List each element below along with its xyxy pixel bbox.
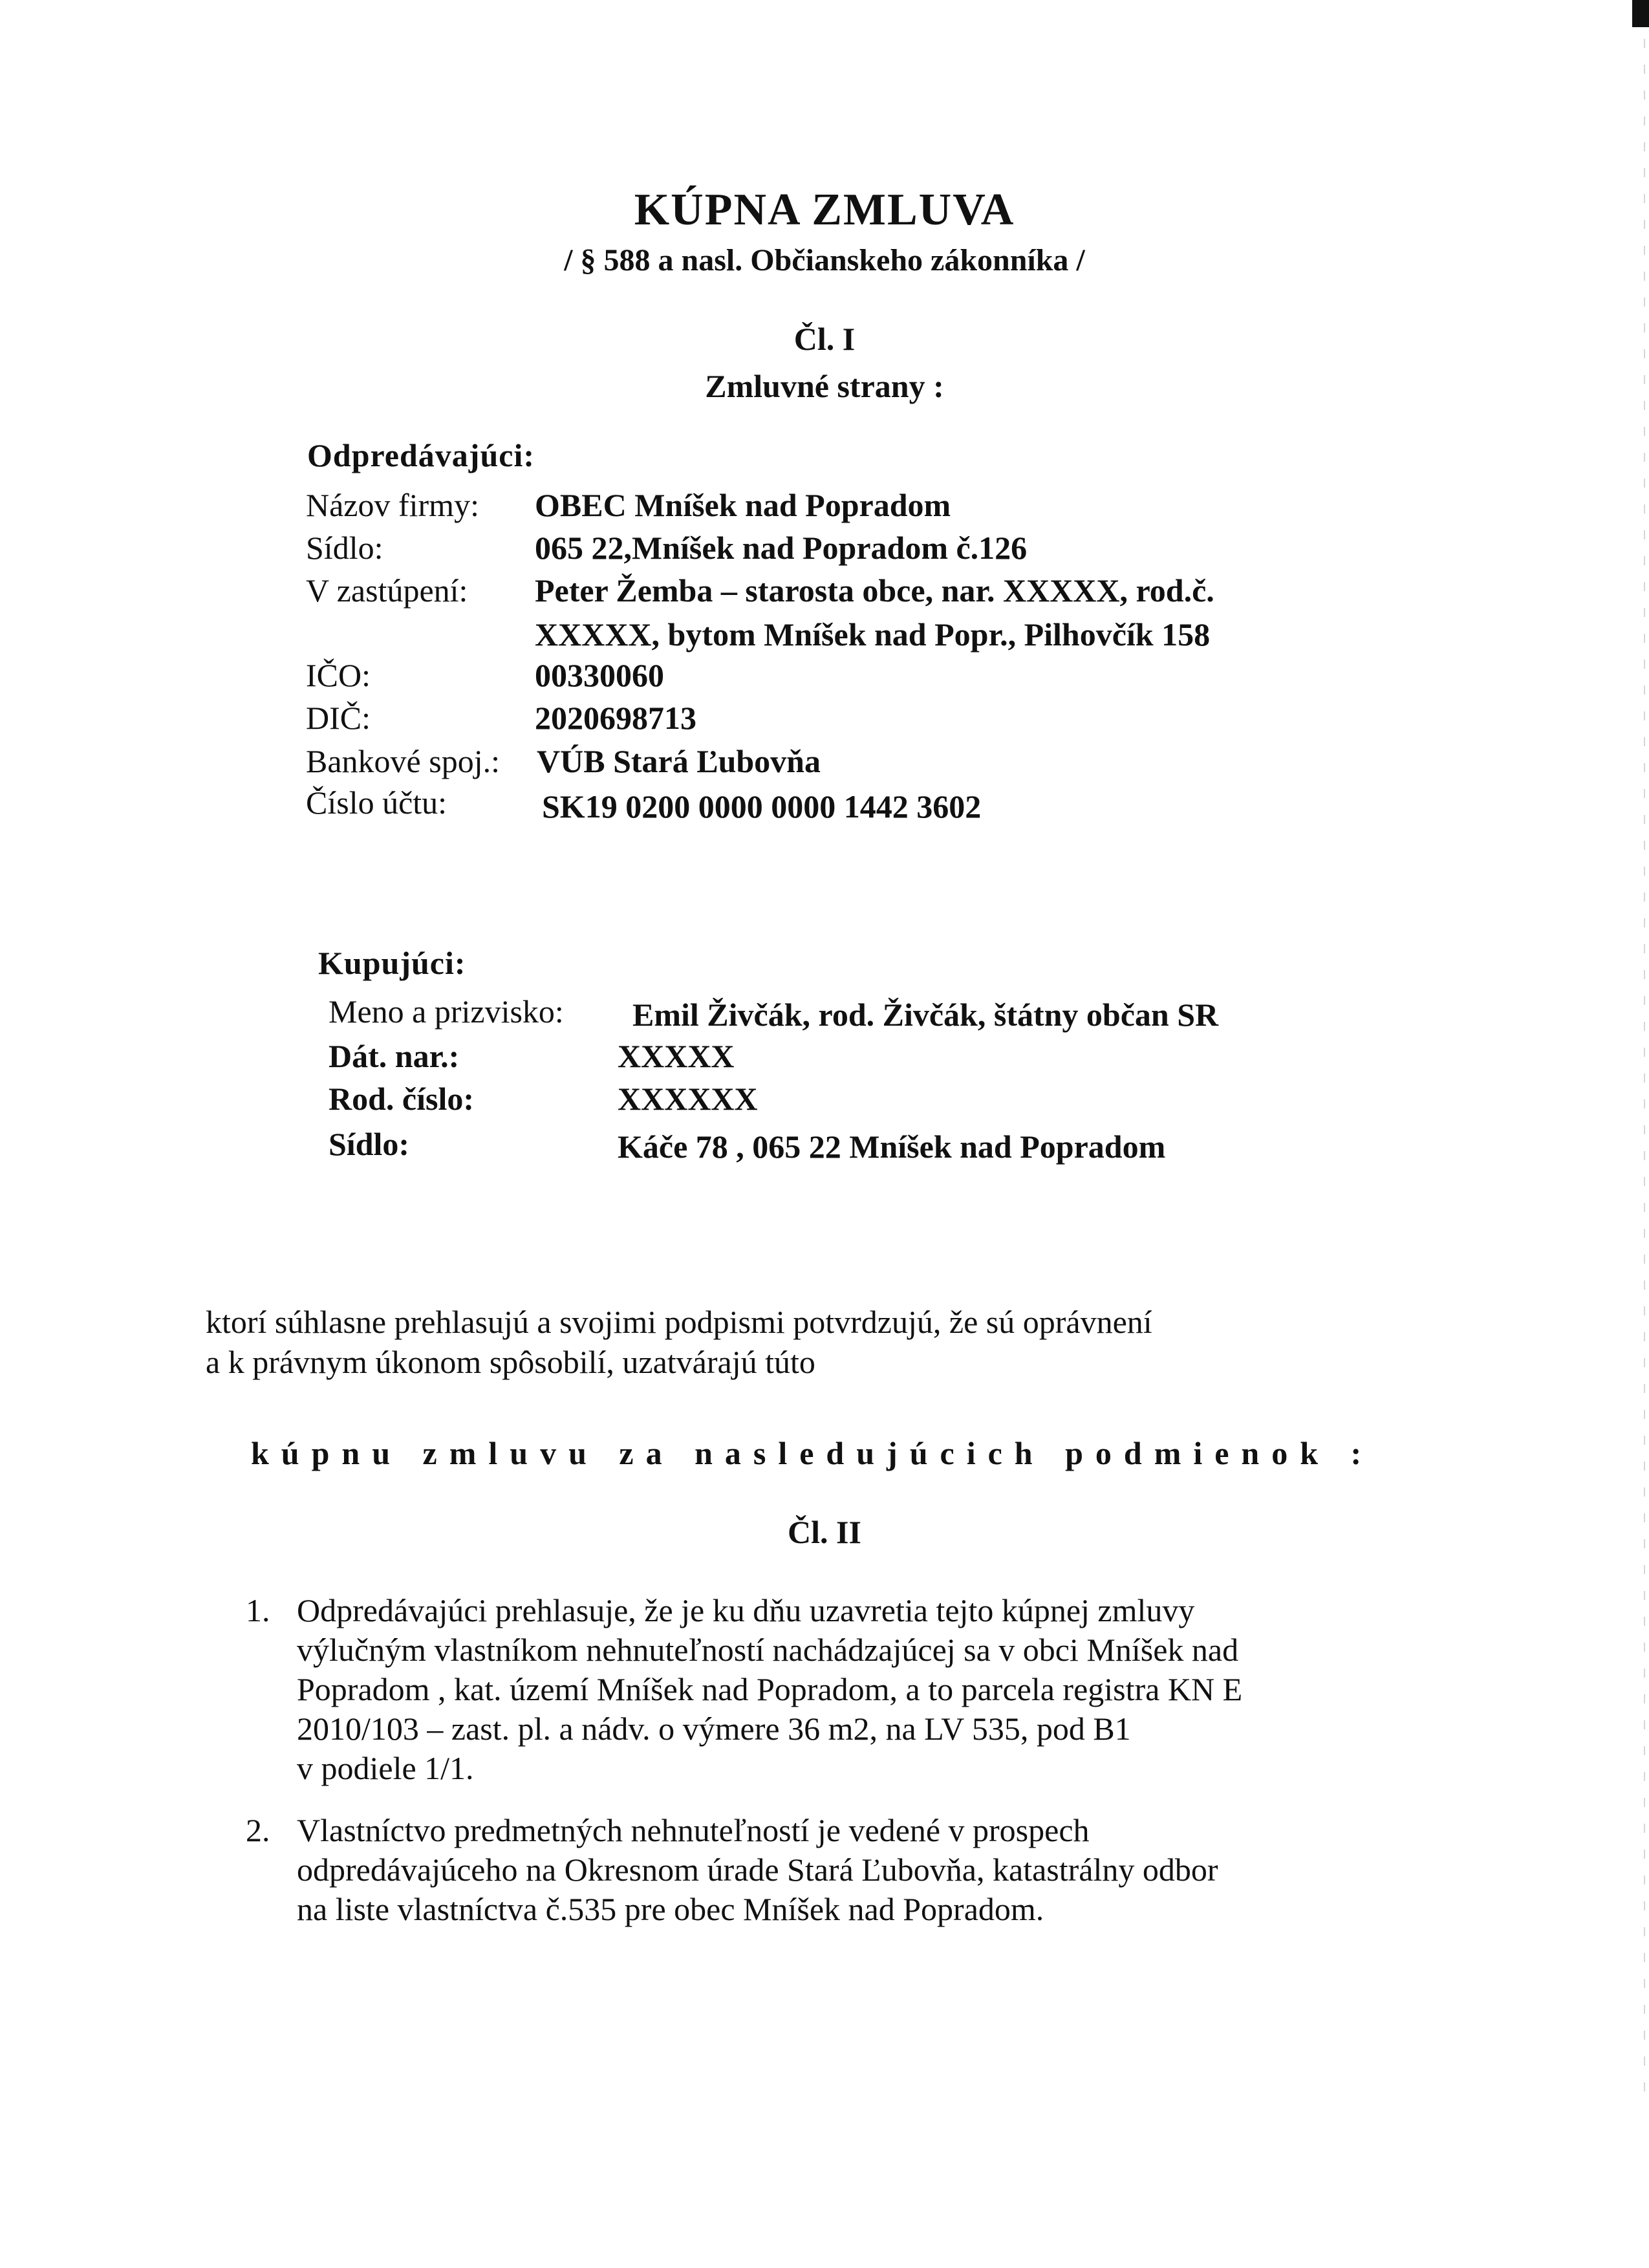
document-subtitle: / § 588 a nasl. Občianskeho zákonníka / — [564, 243, 1085, 277]
item-text-line: v podiele 1/1. — [297, 1750, 474, 1786]
scan-artifact — [1632, 0, 1649, 27]
item-text-line: Vlastníctvo predmetných nehnuteľností je vedené v prospech — [297, 1812, 1090, 1848]
buyer-label: Sídlo: — [329, 1126, 410, 1162]
item-text-line: Odpredávajúci prehlasuje, že je ku dňu uzavretia tejto kúpnej zmluvy — [297, 1592, 1195, 1628]
buyer-label: Meno a prizvisko: — [329, 993, 564, 1030]
seller-label: IČO: — [306, 657, 371, 693]
seller-value: Peter Žemba – starosta obce, nar. XXXXX, rod.č. — [535, 572, 1214, 609]
article-2-number: Čl. II — [788, 1514, 861, 1550]
article-1-number: Čl. I — [793, 321, 856, 357]
item-text-line: odpredávajúceho na Okresnom úrade Stará Ľubovňa, katastrálny odbor — [297, 1852, 1218, 1888]
buyer-value: XXXXXX — [618, 1081, 758, 1117]
seller-heading: Odpredávajúci: — [307, 437, 535, 473]
seller-value: SK19 0200 0000 0000 1442 3602 — [542, 788, 982, 825]
buyer-label: Rod. číslo: — [329, 1081, 474, 1117]
seller-value: XXXXX, bytom Mníšek nad Popr., Pilhovčík 158 — [535, 616, 1211, 653]
buyer-value: Emil Živčák, rod. Živčák, štátny občan SR — [632, 997, 1219, 1033]
item-text-line: Popradom , kat. území Mníšek nad Popradom, a to parcela registra KN E — [297, 1671, 1243, 1707]
seller-value: VÚB Stará Ľubovňa — [537, 743, 821, 779]
item-text-line: na liste vlastníctva č.535 pre obec Mníšek nad Popradom. — [297, 1891, 1044, 1927]
seller-label: Sídlo: — [306, 530, 383, 566]
seller-label: V zastúpení: — [306, 572, 468, 609]
seller-label: Číslo účtu: — [306, 784, 447, 821]
seller-value: OBEC Mníšek nad Popradom — [535, 487, 951, 523]
seller-value: 2020698713 — [535, 700, 696, 736]
buyer-heading: Kupujúci: — [318, 945, 466, 981]
buyer-value: XXXXX — [618, 1038, 735, 1074]
intro-line: ktorí súhlasne prehlasujú a svojimi podpismi potvrdzujú, že sú oprávnení — [206, 1304, 1152, 1340]
item-text-line: výlučným vlastníkom nehnuteľností nachádzajúcej sa v obci Mníšek nad — [297, 1632, 1239, 1668]
intro-line: a k právnym úkonom spôsobilí, uzatvárajú túto — [206, 1344, 815, 1380]
buyer-label: Dát. nar.: — [329, 1038, 460, 1074]
seller-label: Názov firmy: — [306, 487, 479, 523]
seller-label: Bankové spoj.: — [306, 743, 500, 779]
item-number: 1. — [246, 1592, 270, 1628]
buyer-value: Káče 78 , 065 22 Mníšek nad Popradom — [618, 1129, 1166, 1165]
document-title: KÚPNA ZMLUVA — [634, 185, 1015, 235]
seller-value: 065 22,Mníšek nad Popradom č.126 — [535, 530, 1028, 566]
item-text-line: 2010/103 – zast. pl. a nádv. o výmere 36 m2, na LV 535, pod B1 — [297, 1711, 1131, 1747]
seller-value: 00330060 — [535, 657, 664, 693]
item-number: 2. — [246, 1812, 270, 1848]
article-1-heading: Zmluvné strany : — [705, 368, 944, 404]
contract-statement: kúpnu zmluvu za nasledujúcich podmienok : — [251, 1435, 1374, 1471]
seller-label: DIČ: — [306, 700, 371, 736]
